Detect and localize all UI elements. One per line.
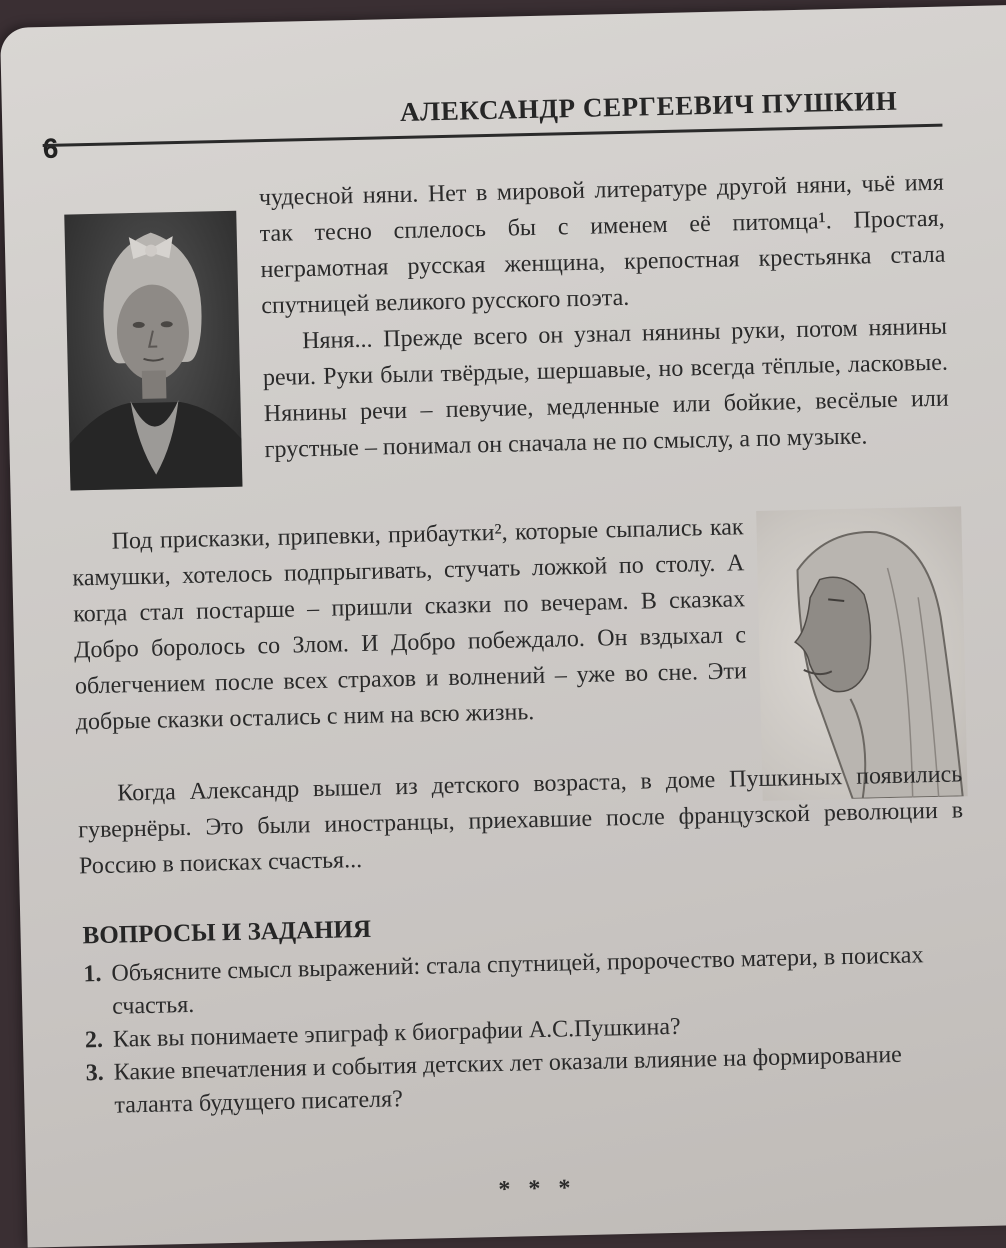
paragraph-2: Няня... Прежде всего он узнал нянины руки, потом нянины речи. Руки были твёрдые, шершавые, но всегда тёплые, ласковые. Нянины речи – певучие, медленные или бойкие, весёлые или грустные – понимал он сначала не по смыслу, а по музыке.	[262, 313, 949, 464]
paragraph-1: чудесной няни. Нет в мировой литературе другой няни, чьё имя так тесно сплелось бы с именем её питомца¹. Простая, неграмотная русская женщина, крепостная крестьянка стала спутницей великого русского поэта.	[258, 169, 946, 320]
questions-title: ВОПРОСЫ И ЗАДАНИЯ	[82, 915, 372, 950]
question-number: 2.	[84, 1026, 104, 1054]
header-rule	[43, 124, 943, 147]
question-text: Какие впечатления и события детских лет оказали влияние на формирование таланта будущего писателя?	[113, 1041, 903, 1119]
question-number: 3.	[85, 1059, 105, 1087]
book-page	[0, 4, 1006, 1247]
nanny-portrait-image	[64, 211, 242, 491]
question-text: Объясните смысл выражений: стала спутницей, пророчество матери, в поисках счастья.	[111, 942, 924, 1020]
question-text: Как вы понимаете эпиграф к биографии А.С.Пушкина?	[112, 1013, 681, 1053]
section-separator: * * *	[498, 1175, 577, 1203]
questions-list	[83, 938, 972, 1123]
running-title: АЛЕКСАНДР СЕРГЕЕВИЧ ПУШКИН	[399, 85, 898, 127]
paragraph-3: Под присказки, припевки, прибаутки², которые сыпались как камушки, хотелось подпрыгивать, стучать ложкой по столу. А когда стал постарше – пришли сказки по вечерам. В сказках Добро боролось со Злом. И Добро побеждало. Он вздыхал с облегчением после всех страхов и волнений – уже во сне. Эти добрые сказки остались с ним на всю жизнь.	[72, 514, 748, 736]
nanny-portrait-drawing	[64, 211, 242, 491]
page-number: 6	[42, 132, 59, 165]
question-number: 1.	[83, 960, 102, 988]
paragraph-4: Когда Александр вышел из детского возраста, в доме Пушкиных появились гувернёры. Это были иностранцы, приехавшие после французской революции в Россию в поисках счастья...	[77, 761, 964, 880]
